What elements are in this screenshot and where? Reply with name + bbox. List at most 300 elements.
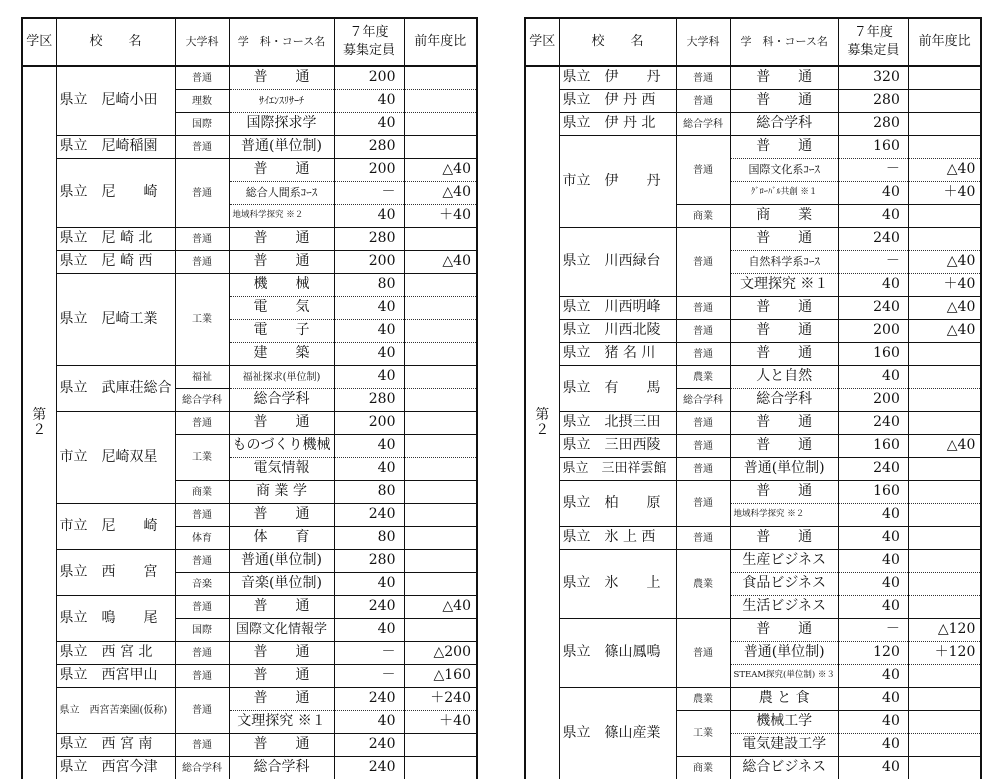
ratio-cell — [404, 619, 477, 642]
table-row — [22, 642, 477, 665]
faculty-cell: 普通 — [676, 412, 730, 435]
course-cell: 人と自然 — [730, 366, 838, 389]
header-capacity: ７年度 募集定員 — [838, 18, 908, 66]
course-cell: 普 通 — [229, 251, 334, 274]
capacity-cell: 280 — [838, 90, 908, 113]
header-ratio: 前年度比 — [908, 18, 981, 66]
faculty-cell: 商業 — [676, 757, 730, 779]
ratio-cell — [908, 665, 981, 688]
ratio-cell — [404, 274, 477, 297]
ratio-cell — [404, 481, 477, 504]
table-row — [525, 90, 981, 113]
ratio-cell — [404, 66, 477, 90]
ratio-cell: △40 — [404, 159, 477, 182]
faculty-cell: 商業 — [175, 481, 229, 504]
faculty-cell: 工業 — [676, 711, 730, 757]
table-row — [525, 113, 981, 136]
capacity-cell: 200 — [334, 159, 404, 182]
ratio-cell: △40 — [404, 182, 477, 205]
faculty-cell: 総合学科 — [175, 757, 229, 779]
table-row — [525, 527, 981, 550]
course-cell: 体 育 — [229, 527, 334, 550]
faculty-cell: 理数 — [175, 90, 229, 113]
capacity-cell: 40 — [334, 343, 404, 366]
left-capacity-table — [21, 17, 478, 779]
left-table-container — [21, 17, 478, 779]
course-cell: 文理探究 ※１ — [730, 274, 838, 297]
school-name: 県立 西宮今津 — [56, 757, 175, 779]
capacity-cell: 40 — [838, 504, 908, 527]
capacity-cell: 200 — [838, 320, 908, 343]
course-cell: 国際探求学 — [229, 113, 334, 136]
capacity-cell: 160 — [838, 343, 908, 366]
header-ratio: 前年度比 — [404, 18, 477, 66]
ratio-cell — [404, 435, 477, 458]
course-cell: ものづくり機械 — [229, 435, 334, 458]
school-name: 県立 伊 丹 北 — [559, 113, 676, 136]
school-name: 県立 尼崎稲園 — [56, 136, 175, 159]
table-row — [525, 412, 981, 435]
course-cell: 普 通 — [730, 619, 838, 642]
capacity-cell: － — [334, 642, 404, 665]
table-row — [525, 619, 981, 642]
right-table-container — [524, 17, 982, 779]
faculty-cell: 普通 — [676, 228, 730, 297]
table-row — [525, 343, 981, 366]
school-name: 県立 三田西陵 — [559, 435, 676, 458]
course-cell: 電気情報 — [229, 458, 334, 481]
capacity-cell: － — [334, 182, 404, 205]
course-cell: 総合学科 — [730, 389, 838, 412]
capacity-cell: － — [838, 159, 908, 182]
school-name: 県立 伊 丹 西 — [559, 90, 676, 113]
faculty-cell: 普通 — [175, 642, 229, 665]
ratio-cell — [908, 550, 981, 573]
school-name: 県立 北摂三田 — [559, 412, 676, 435]
table-row — [22, 274, 477, 297]
ratio-cell: △40 — [908, 159, 981, 182]
ratio-cell — [908, 757, 981, 779]
ratio-cell: △40 — [908, 320, 981, 343]
school-name: 県立 篠山鳳鳴 — [559, 619, 676, 688]
table-row — [525, 297, 981, 320]
table-row — [525, 435, 981, 458]
course-cell: 地域科学探究 ※２ — [229, 205, 334, 228]
ratio-cell — [404, 366, 477, 389]
course-cell: 普 通 — [229, 734, 334, 757]
school-name: 県立 川西明峰 — [559, 297, 676, 320]
capacity-cell: 240 — [838, 458, 908, 481]
capacity-cell: 160 — [838, 481, 908, 504]
table-row — [22, 366, 477, 389]
course-cell: 電 気 — [229, 297, 334, 320]
faculty-cell: 農業 — [676, 550, 730, 619]
school-name: 県立 氷 上 西 — [559, 527, 676, 550]
school-name: 市立 尼崎双星 — [56, 412, 175, 504]
school-name: 県立 有 馬 — [559, 366, 676, 412]
table-row — [22, 159, 477, 182]
ratio-cell — [404, 504, 477, 527]
capacity-cell: 160 — [838, 136, 908, 159]
course-cell: 普 通 — [229, 665, 334, 688]
faculty-cell: 普通 — [676, 136, 730, 205]
header-faculty: 大学科 — [676, 18, 730, 66]
faculty-cell: 普通 — [676, 343, 730, 366]
school-name: 県立 鳴 尾 — [56, 596, 175, 642]
course-cell: 普 通 — [730, 90, 838, 113]
header-faculty: 大学科 — [175, 18, 229, 66]
course-cell: 普 通 — [229, 688, 334, 711]
ratio-cell — [404, 389, 477, 412]
capacity-cell: 120 — [838, 642, 908, 665]
faculty-cell: 福祉 — [175, 366, 229, 389]
course-cell: 普 通 — [229, 66, 334, 90]
school-name: 県立 尼 崎 北 — [56, 228, 175, 251]
capacity-cell: 40 — [838, 182, 908, 205]
ratio-cell — [908, 596, 981, 619]
course-cell: 普 通 — [730, 297, 838, 320]
ratio-cell — [404, 527, 477, 550]
table-row — [525, 688, 981, 711]
ratio-cell — [404, 320, 477, 343]
faculty-cell: 普通 — [175, 688, 229, 734]
school-name: 県立 川西北陵 — [559, 320, 676, 343]
capacity-cell: 240 — [334, 596, 404, 619]
school-name: 県立 尼崎小田 — [56, 66, 175, 136]
course-cell: 生活ビジネス — [730, 596, 838, 619]
course-cell: 総合学科 — [229, 389, 334, 412]
ratio-cell — [404, 343, 477, 366]
school-name: 市立 尼 崎 — [56, 504, 175, 550]
faculty-cell: 普通 — [175, 228, 229, 251]
table-row — [22, 228, 477, 251]
capacity-cell: 240 — [334, 688, 404, 711]
ratio-cell: ＋40 — [908, 182, 981, 205]
capacity-cell: 200 — [334, 66, 404, 90]
ratio-cell: △40 — [908, 297, 981, 320]
capacity-cell: 240 — [838, 297, 908, 320]
capacity-cell: 80 — [334, 274, 404, 297]
faculty-cell: 普通 — [676, 320, 730, 343]
course-cell: 普 通 — [730, 435, 838, 458]
table-row — [22, 665, 477, 688]
ratio-cell — [908, 573, 981, 596]
ratio-cell — [908, 66, 981, 90]
ratio-cell — [908, 734, 981, 757]
capacity-cell: 280 — [334, 136, 404, 159]
table-row — [22, 251, 477, 274]
course-cell: 普 通 — [730, 412, 838, 435]
ratio-cell: △120 — [908, 619, 981, 642]
course-cell: 文理探究 ※１ — [229, 711, 334, 734]
course-cell: 商 業 学 — [229, 481, 334, 504]
capacity-cell: － — [838, 251, 908, 274]
course-cell: 普 通 — [730, 343, 838, 366]
faculty-cell: 普通 — [175, 504, 229, 527]
faculty-cell: 普通 — [676, 458, 730, 481]
ratio-cell — [908, 527, 981, 550]
school-name: 市立 伊 丹 — [559, 136, 676, 228]
table-row — [525, 136, 981, 159]
course-cell: STEAM探究(単位制) ※３ — [730, 665, 838, 688]
ratio-cell: ＋40 — [908, 274, 981, 297]
ratio-cell — [908, 688, 981, 711]
table-row — [22, 596, 477, 619]
course-cell: 総合人間系ｺｰｽ — [229, 182, 334, 205]
capacity-cell: 200 — [334, 251, 404, 274]
table-row — [525, 550, 981, 573]
faculty-cell: 普通 — [676, 90, 730, 113]
ratio-cell — [908, 343, 981, 366]
capacity-cell: 240 — [838, 412, 908, 435]
table-row — [22, 136, 477, 159]
ratio-cell — [404, 228, 477, 251]
ratio-cell — [404, 550, 477, 573]
ratio-cell — [908, 481, 981, 504]
ratio-cell — [404, 573, 477, 596]
course-cell: 普 通 — [730, 320, 838, 343]
school-name: 県立 西宮苦楽園(仮称) — [56, 688, 175, 734]
capacity-cell: 200 — [838, 389, 908, 412]
capacity-cell: 40 — [334, 619, 404, 642]
faculty-cell: 普通 — [175, 66, 229, 90]
header-district: 学区 — [22, 18, 56, 66]
ratio-cell: ＋40 — [404, 711, 477, 734]
capacity-cell: 40 — [334, 435, 404, 458]
table-row — [525, 320, 981, 343]
school-name: 県立 武庫荘総合 — [56, 366, 175, 412]
faculty-cell: 普通 — [676, 435, 730, 458]
faculty-cell: 普通 — [175, 136, 229, 159]
course-cell: 普 通 — [730, 481, 838, 504]
table-row — [22, 734, 477, 757]
header-course: 学 科・コース名 — [730, 18, 838, 66]
capacity-cell: 240 — [334, 504, 404, 527]
course-cell: 電気建設工学 — [730, 734, 838, 757]
school-name: 県立 篠山産業 — [559, 688, 676, 779]
table-row — [22, 66, 477, 90]
ratio-cell — [908, 90, 981, 113]
capacity-cell: 280 — [838, 113, 908, 136]
table-row — [22, 412, 477, 435]
course-cell: 普 通 — [229, 228, 334, 251]
faculty-cell: 普通 — [676, 619, 730, 688]
course-cell: 普 通 — [730, 228, 838, 251]
course-cell: 自然科学系ｺｰｽ — [730, 251, 838, 274]
header-capacity: ７年度 募集定員 — [334, 18, 404, 66]
faculty-cell: 普通 — [175, 251, 229, 274]
district-label: 第 ２ — [525, 66, 559, 779]
capacity-cell: 80 — [334, 481, 404, 504]
capacity-cell: 40 — [838, 274, 908, 297]
course-cell: 普通(単位制) — [229, 136, 334, 159]
ratio-cell: △40 — [404, 596, 477, 619]
faculty-cell: 普通 — [175, 159, 229, 228]
school-name: 県立 尼 崎 西 — [56, 251, 175, 274]
ratio-cell — [404, 297, 477, 320]
capacity-cell: 40 — [334, 573, 404, 596]
ratio-cell — [404, 412, 477, 435]
capacity-cell: 240 — [334, 734, 404, 757]
ratio-cell — [908, 113, 981, 136]
faculty-cell: 商業 — [676, 205, 730, 228]
ratio-cell — [404, 113, 477, 136]
course-cell: 普 通 — [229, 504, 334, 527]
left-header-row — [22, 18, 477, 66]
table-row — [22, 504, 477, 527]
course-cell: 普通(単位制) — [730, 458, 838, 481]
ratio-cell: ＋240 — [404, 688, 477, 711]
capacity-cell: 40 — [334, 297, 404, 320]
course-cell: 機 械 — [229, 274, 334, 297]
faculty-cell: 普通 — [175, 550, 229, 573]
header-district: 学区 — [525, 18, 559, 66]
school-name: 県立 尼 崎 — [56, 159, 175, 228]
right-header-row — [525, 18, 981, 66]
capacity-cell: 40 — [838, 734, 908, 757]
capacity-cell: 40 — [334, 366, 404, 389]
course-cell: 普 通 — [730, 136, 838, 159]
course-cell: 総合学科 — [730, 113, 838, 136]
ratio-cell — [908, 504, 981, 527]
faculty-cell: 工業 — [175, 435, 229, 481]
capacity-cell: 40 — [838, 550, 908, 573]
ratio-cell: △40 — [908, 435, 981, 458]
faculty-cell: 普通 — [175, 412, 229, 435]
course-cell: 商 業 — [730, 205, 838, 228]
school-name: 県立 西 宮 北 — [56, 642, 175, 665]
capacity-cell: 40 — [334, 113, 404, 136]
course-cell: 国際文化情報学 — [229, 619, 334, 642]
course-cell: 地域科学探究 ※２ — [730, 504, 838, 527]
capacity-cell: 40 — [334, 90, 404, 113]
capacity-cell: 280 — [334, 228, 404, 251]
school-name: 県立 柏 原 — [559, 481, 676, 527]
course-cell: 普 通 — [229, 596, 334, 619]
ratio-cell — [404, 136, 477, 159]
ratio-cell — [404, 757, 477, 779]
header-school: 校 名 — [559, 18, 676, 66]
faculty-cell: 普通 — [676, 527, 730, 550]
faculty-cell: 普通 — [175, 665, 229, 688]
capacity-cell: 200 — [334, 412, 404, 435]
ratio-cell — [404, 458, 477, 481]
ratio-cell — [908, 711, 981, 734]
course-cell: 普 通 — [229, 159, 334, 182]
course-cell: 電 子 — [229, 320, 334, 343]
faculty-cell: 普通 — [175, 596, 229, 619]
capacity-cell: 240 — [334, 757, 404, 779]
faculty-cell: 国際 — [175, 113, 229, 136]
capacity-cell: 280 — [334, 389, 404, 412]
school-name: 県立 西宮甲山 — [56, 665, 175, 688]
capacity-cell: 40 — [838, 665, 908, 688]
ratio-cell: ＋120 — [908, 642, 981, 665]
faculty-cell: 総合学科 — [676, 389, 730, 412]
faculty-cell: 工業 — [175, 274, 229, 366]
course-cell: 普 通 — [730, 66, 838, 90]
table-row — [22, 550, 477, 573]
ratio-cell — [908, 389, 981, 412]
faculty-cell: 総合学科 — [175, 389, 229, 412]
school-name: 県立 西 宮 — [56, 550, 175, 596]
course-cell: 食品ビジネス — [730, 573, 838, 596]
table-row — [22, 757, 477, 779]
course-cell: ｸﾞﾛｰﾊﾞﾙ共創 ※１ — [730, 182, 838, 205]
ratio-cell — [908, 412, 981, 435]
capacity-cell: 40 — [838, 527, 908, 550]
course-cell: 国際文化系ｺｰｽ — [730, 159, 838, 182]
ratio-cell: △160 — [404, 665, 477, 688]
ratio-cell — [908, 205, 981, 228]
faculty-cell: 農業 — [676, 688, 730, 711]
capacity-cell: 40 — [334, 205, 404, 228]
faculty-cell: 体育 — [175, 527, 229, 550]
table-row — [22, 688, 477, 711]
capacity-cell: 40 — [334, 458, 404, 481]
capacity-cell: 40 — [838, 688, 908, 711]
course-cell: 生産ビジネス — [730, 550, 838, 573]
school-name: 県立 尼崎工業 — [56, 274, 175, 366]
capacity-cell: 320 — [838, 66, 908, 90]
course-cell: 農 と 食 — [730, 688, 838, 711]
course-cell: 機械工学 — [730, 711, 838, 734]
faculty-cell: 普通 — [676, 297, 730, 320]
faculty-cell: 普通 — [676, 66, 730, 90]
ratio-cell: △40 — [404, 251, 477, 274]
course-cell: 普 通 — [730, 527, 838, 550]
capacity-cell: 240 — [838, 228, 908, 251]
faculty-cell: 普通 — [676, 481, 730, 527]
capacity-cell: 280 — [334, 550, 404, 573]
course-cell: 音楽(単位制) — [229, 573, 334, 596]
course-cell: 普通(単位制) — [229, 550, 334, 573]
course-cell: 総合ビジネス — [730, 757, 838, 779]
course-cell: 建 築 — [229, 343, 334, 366]
table-row — [525, 366, 981, 389]
capacity-cell: 40 — [838, 205, 908, 228]
table-row — [525, 66, 981, 90]
school-name: 県立 猪 名 川 — [559, 343, 676, 366]
capacity-cell: 40 — [838, 366, 908, 389]
header-course: 学 科・コース名 — [229, 18, 334, 66]
capacity-cell: 40 — [334, 711, 404, 734]
school-name: 県立 氷 上 — [559, 550, 676, 619]
course-cell: 福祉探求(単位制) — [229, 366, 334, 389]
capacity-cell: 40 — [838, 596, 908, 619]
capacity-cell: 40 — [838, 573, 908, 596]
capacity-cell: － — [838, 619, 908, 642]
course-cell: 普 通 — [229, 412, 334, 435]
school-name: 県立 川西緑台 — [559, 228, 676, 297]
ratio-cell: △200 — [404, 642, 477, 665]
ratio-cell — [404, 734, 477, 757]
ratio-cell — [908, 458, 981, 481]
capacity-cell: 80 — [334, 527, 404, 550]
faculty-cell: 総合学科 — [676, 113, 730, 136]
table-row — [525, 458, 981, 481]
table-row — [525, 481, 981, 504]
ratio-cell — [404, 90, 477, 113]
ratio-cell — [908, 228, 981, 251]
faculty-cell: 普通 — [175, 734, 229, 757]
ratio-cell — [908, 366, 981, 389]
ratio-cell — [908, 136, 981, 159]
faculty-cell: 農業 — [676, 366, 730, 389]
course-cell: 普通(単位制) — [730, 642, 838, 665]
ratio-cell: ＋40 — [404, 205, 477, 228]
table-row — [525, 228, 981, 251]
